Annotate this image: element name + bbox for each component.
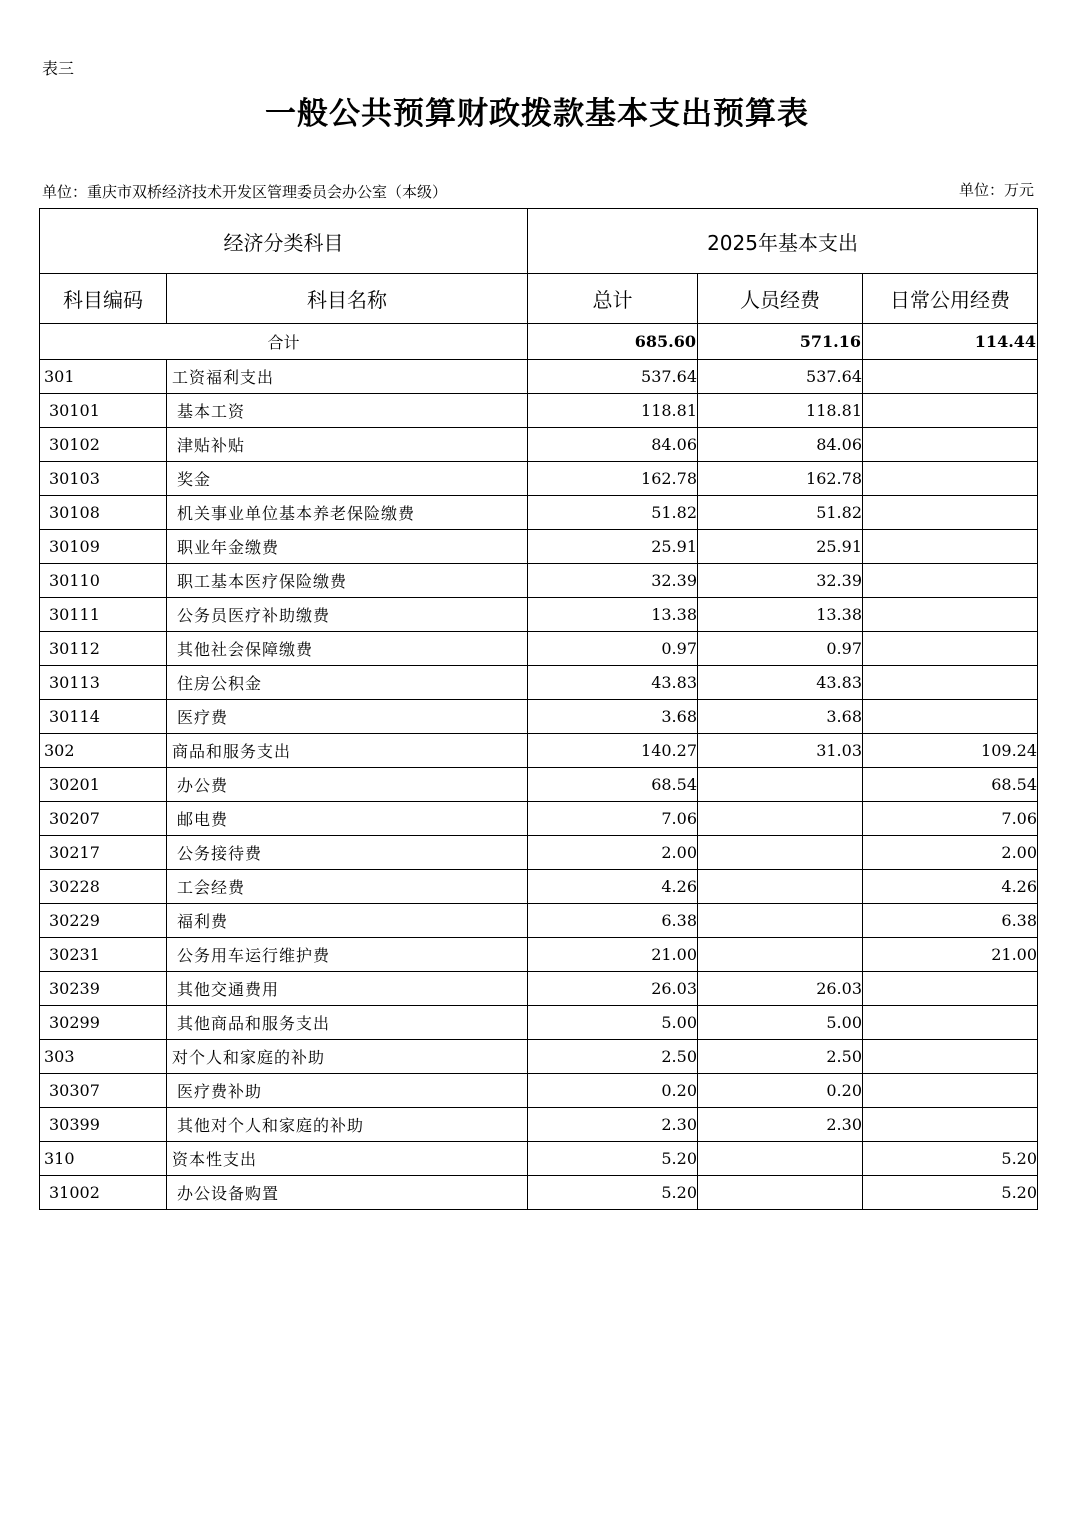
table-row (40, 938, 1038, 972)
row-name: 职工基本医疗保险缴费 (167, 564, 528, 598)
header-name: 科目名称 (167, 274, 528, 324)
total-personnel: 571.16 (698, 324, 863, 360)
row-public (863, 632, 1038, 666)
row-personnel: 2.50 (698, 1040, 863, 1074)
table-row (40, 734, 1038, 768)
row-total: 6.38 (528, 904, 698, 938)
row-total: 140.27 (528, 734, 698, 768)
row-personnel (698, 836, 863, 870)
row-personnel: 26.03 (698, 972, 863, 1006)
row-public (863, 428, 1038, 462)
row-code: 302 (40, 734, 167, 768)
table-row (40, 768, 1038, 802)
budget-table (39, 208, 1038, 1210)
row-name: 办公费 (167, 768, 528, 802)
row-total: 537.64 (528, 360, 698, 394)
row-personnel (698, 938, 863, 972)
row-code: 30112 (40, 632, 167, 666)
row-code: 30399 (40, 1108, 167, 1142)
row-total: 68.54 (528, 768, 698, 802)
row-total: 5.20 (528, 1176, 698, 1210)
row-personnel (698, 870, 863, 904)
row-name: 工资福利支出 (167, 360, 528, 394)
row-code: 31002 (40, 1176, 167, 1210)
row-public: 5.20 (863, 1176, 1038, 1210)
row-public: 21.00 (863, 938, 1038, 972)
header-row-group (40, 209, 1038, 274)
row-personnel: 2.30 (698, 1108, 863, 1142)
row-personnel: 0.97 (698, 632, 863, 666)
row-total: 118.81 (528, 394, 698, 428)
row-name: 住房公积金 (167, 666, 528, 700)
page-title: 一般公共预算财政拨款基本支出预算表 (265, 96, 809, 132)
table-row (40, 666, 1038, 700)
table-row (40, 1176, 1038, 1210)
table-row (40, 1006, 1038, 1040)
row-total: 4.26 (528, 870, 698, 904)
row-name: 资本性支出 (167, 1142, 528, 1176)
header-economic-classification: 经济分类科目 (40, 209, 528, 274)
header-total: 总计 (528, 274, 698, 324)
row-public (863, 530, 1038, 564)
row-name: 奖金 (167, 462, 528, 496)
table-row (40, 1142, 1038, 1176)
row-name: 邮电费 (167, 802, 528, 836)
table-row (40, 496, 1038, 530)
table-row (40, 1108, 1038, 1142)
row-personnel: 0.20 (698, 1074, 863, 1108)
row-public (863, 666, 1038, 700)
row-public (863, 462, 1038, 496)
row-code: 30207 (40, 802, 167, 836)
row-total: 3.68 (528, 700, 698, 734)
row-name: 其他社会保障缴费 (167, 632, 528, 666)
row-code: 30102 (40, 428, 167, 462)
row-total: 26.03 (528, 972, 698, 1006)
row-name: 公务用车运行维护费 (167, 938, 528, 972)
row-code: 30108 (40, 496, 167, 530)
row-public: 4.26 (863, 870, 1038, 904)
row-code: 301 (40, 360, 167, 394)
table-row (40, 836, 1038, 870)
row-code: 303 (40, 1040, 167, 1074)
row-public: 68.54 (863, 768, 1038, 802)
row-total: 0.20 (528, 1074, 698, 1108)
unit-currency: 单位：万元 (958, 181, 1034, 199)
row-personnel (698, 904, 863, 938)
row-name: 职业年金缴费 (167, 530, 528, 564)
row-code: 30103 (40, 462, 167, 496)
row-total: 32.39 (528, 564, 698, 598)
row-name: 津贴补贴 (167, 428, 528, 462)
row-public (863, 360, 1038, 394)
row-name: 医疗费 (167, 700, 528, 734)
table-row (40, 530, 1038, 564)
row-personnel: 162.78 (698, 462, 863, 496)
row-public: 6.38 (863, 904, 1038, 938)
table-row (40, 428, 1038, 462)
row-name: 基本工资 (167, 394, 528, 428)
row-code: 30110 (40, 564, 167, 598)
table-row (40, 462, 1038, 496)
row-name: 医疗费补助 (167, 1074, 528, 1108)
row-personnel: 5.00 (698, 1006, 863, 1040)
table-row (40, 870, 1038, 904)
table-row (40, 1074, 1038, 1108)
row-public (863, 1108, 1038, 1142)
row-code: 30113 (40, 666, 167, 700)
table-row (40, 1040, 1038, 1074)
row-name: 公务员医疗补助缴费 (167, 598, 528, 632)
row-name: 办公设备购置 (167, 1176, 528, 1210)
table-row (40, 972, 1038, 1006)
row-code: 30307 (40, 1074, 167, 1108)
row-public (863, 564, 1038, 598)
row-public (863, 1006, 1038, 1040)
row-personnel: 51.82 (698, 496, 863, 530)
total-label: 合计 (40, 324, 528, 360)
row-personnel: 43.83 (698, 666, 863, 700)
table-row (40, 564, 1038, 598)
row-total: 84.06 (528, 428, 698, 462)
unit-organization: 单位：重庆市双桥经济技术开发区管理委员会办公室（本级） (42, 183, 448, 201)
row-personnel: 3.68 (698, 700, 863, 734)
row-name: 工会经费 (167, 870, 528, 904)
row-public: 2.00 (863, 836, 1038, 870)
table-row (40, 904, 1038, 938)
row-code: 30217 (40, 836, 167, 870)
row-total: 162.78 (528, 462, 698, 496)
table-row (40, 632, 1038, 666)
row-personnel: 537.64 (698, 360, 863, 394)
row-code: 30111 (40, 598, 167, 632)
header-personnel: 人员经费 (698, 274, 863, 324)
table-row (40, 598, 1038, 632)
table-row (40, 700, 1038, 734)
row-name: 其他商品和服务支出 (167, 1006, 528, 1040)
row-code: 30239 (40, 972, 167, 1006)
row-public (863, 496, 1038, 530)
row-personnel: 118.81 (698, 394, 863, 428)
row-personnel: 25.91 (698, 530, 863, 564)
total-sum: 685.60 (528, 324, 698, 360)
row-personnel (698, 768, 863, 802)
row-code: 30231 (40, 938, 167, 972)
row-public (863, 1040, 1038, 1074)
row-public (863, 394, 1038, 428)
header-basic-expenditure: 2025年基本支出 (528, 209, 1038, 274)
row-total: 7.06 (528, 802, 698, 836)
row-total: 51.82 (528, 496, 698, 530)
table-row (40, 802, 1038, 836)
row-total: 43.83 (528, 666, 698, 700)
row-code: 310 (40, 1142, 167, 1176)
row-personnel: 84.06 (698, 428, 863, 462)
row-personnel (698, 1142, 863, 1176)
row-name: 公务接待费 (167, 836, 528, 870)
row-code: 30299 (40, 1006, 167, 1040)
total-row (40, 324, 1038, 360)
row-total: 0.97 (528, 632, 698, 666)
total-public: 114.44 (863, 324, 1038, 360)
row-total: 21.00 (528, 938, 698, 972)
row-code: 30101 (40, 394, 167, 428)
table-row (40, 360, 1038, 394)
row-name: 其他对个人和家庭的补助 (167, 1108, 528, 1142)
table-number: 表三 (42, 59, 75, 78)
row-code: 30114 (40, 700, 167, 734)
row-public (863, 598, 1038, 632)
row-total: 25.91 (528, 530, 698, 564)
row-public (863, 972, 1038, 1006)
row-total: 13.38 (528, 598, 698, 632)
row-total: 5.00 (528, 1006, 698, 1040)
row-total: 2.50 (528, 1040, 698, 1074)
row-name: 其他交通费用 (167, 972, 528, 1006)
row-code: 30229 (40, 904, 167, 938)
table-row (40, 394, 1038, 428)
row-name: 福利费 (167, 904, 528, 938)
row-code: 30109 (40, 530, 167, 564)
row-public (863, 1074, 1038, 1108)
row-personnel (698, 1176, 863, 1210)
row-public: 7.06 (863, 802, 1038, 836)
header-public: 日常公用经费 (863, 274, 1038, 324)
row-total: 5.20 (528, 1142, 698, 1176)
row-personnel: 13.38 (698, 598, 863, 632)
row-code: 30228 (40, 870, 167, 904)
row-personnel: 31.03 (698, 734, 863, 768)
row-personnel (698, 802, 863, 836)
row-public (863, 700, 1038, 734)
row-total: 2.30 (528, 1108, 698, 1142)
row-name: 对个人和家庭的补助 (167, 1040, 528, 1074)
row-name: 机关事业单位基本养老保险缴费 (167, 496, 528, 530)
row-public: 109.24 (863, 734, 1038, 768)
row-total: 2.00 (528, 836, 698, 870)
row-code: 30201 (40, 768, 167, 802)
header-row-columns (40, 274, 1038, 324)
row-personnel: 32.39 (698, 564, 863, 598)
row-public: 5.20 (863, 1142, 1038, 1176)
row-name: 商品和服务支出 (167, 734, 528, 768)
header-code: 科目编码 (40, 274, 167, 324)
